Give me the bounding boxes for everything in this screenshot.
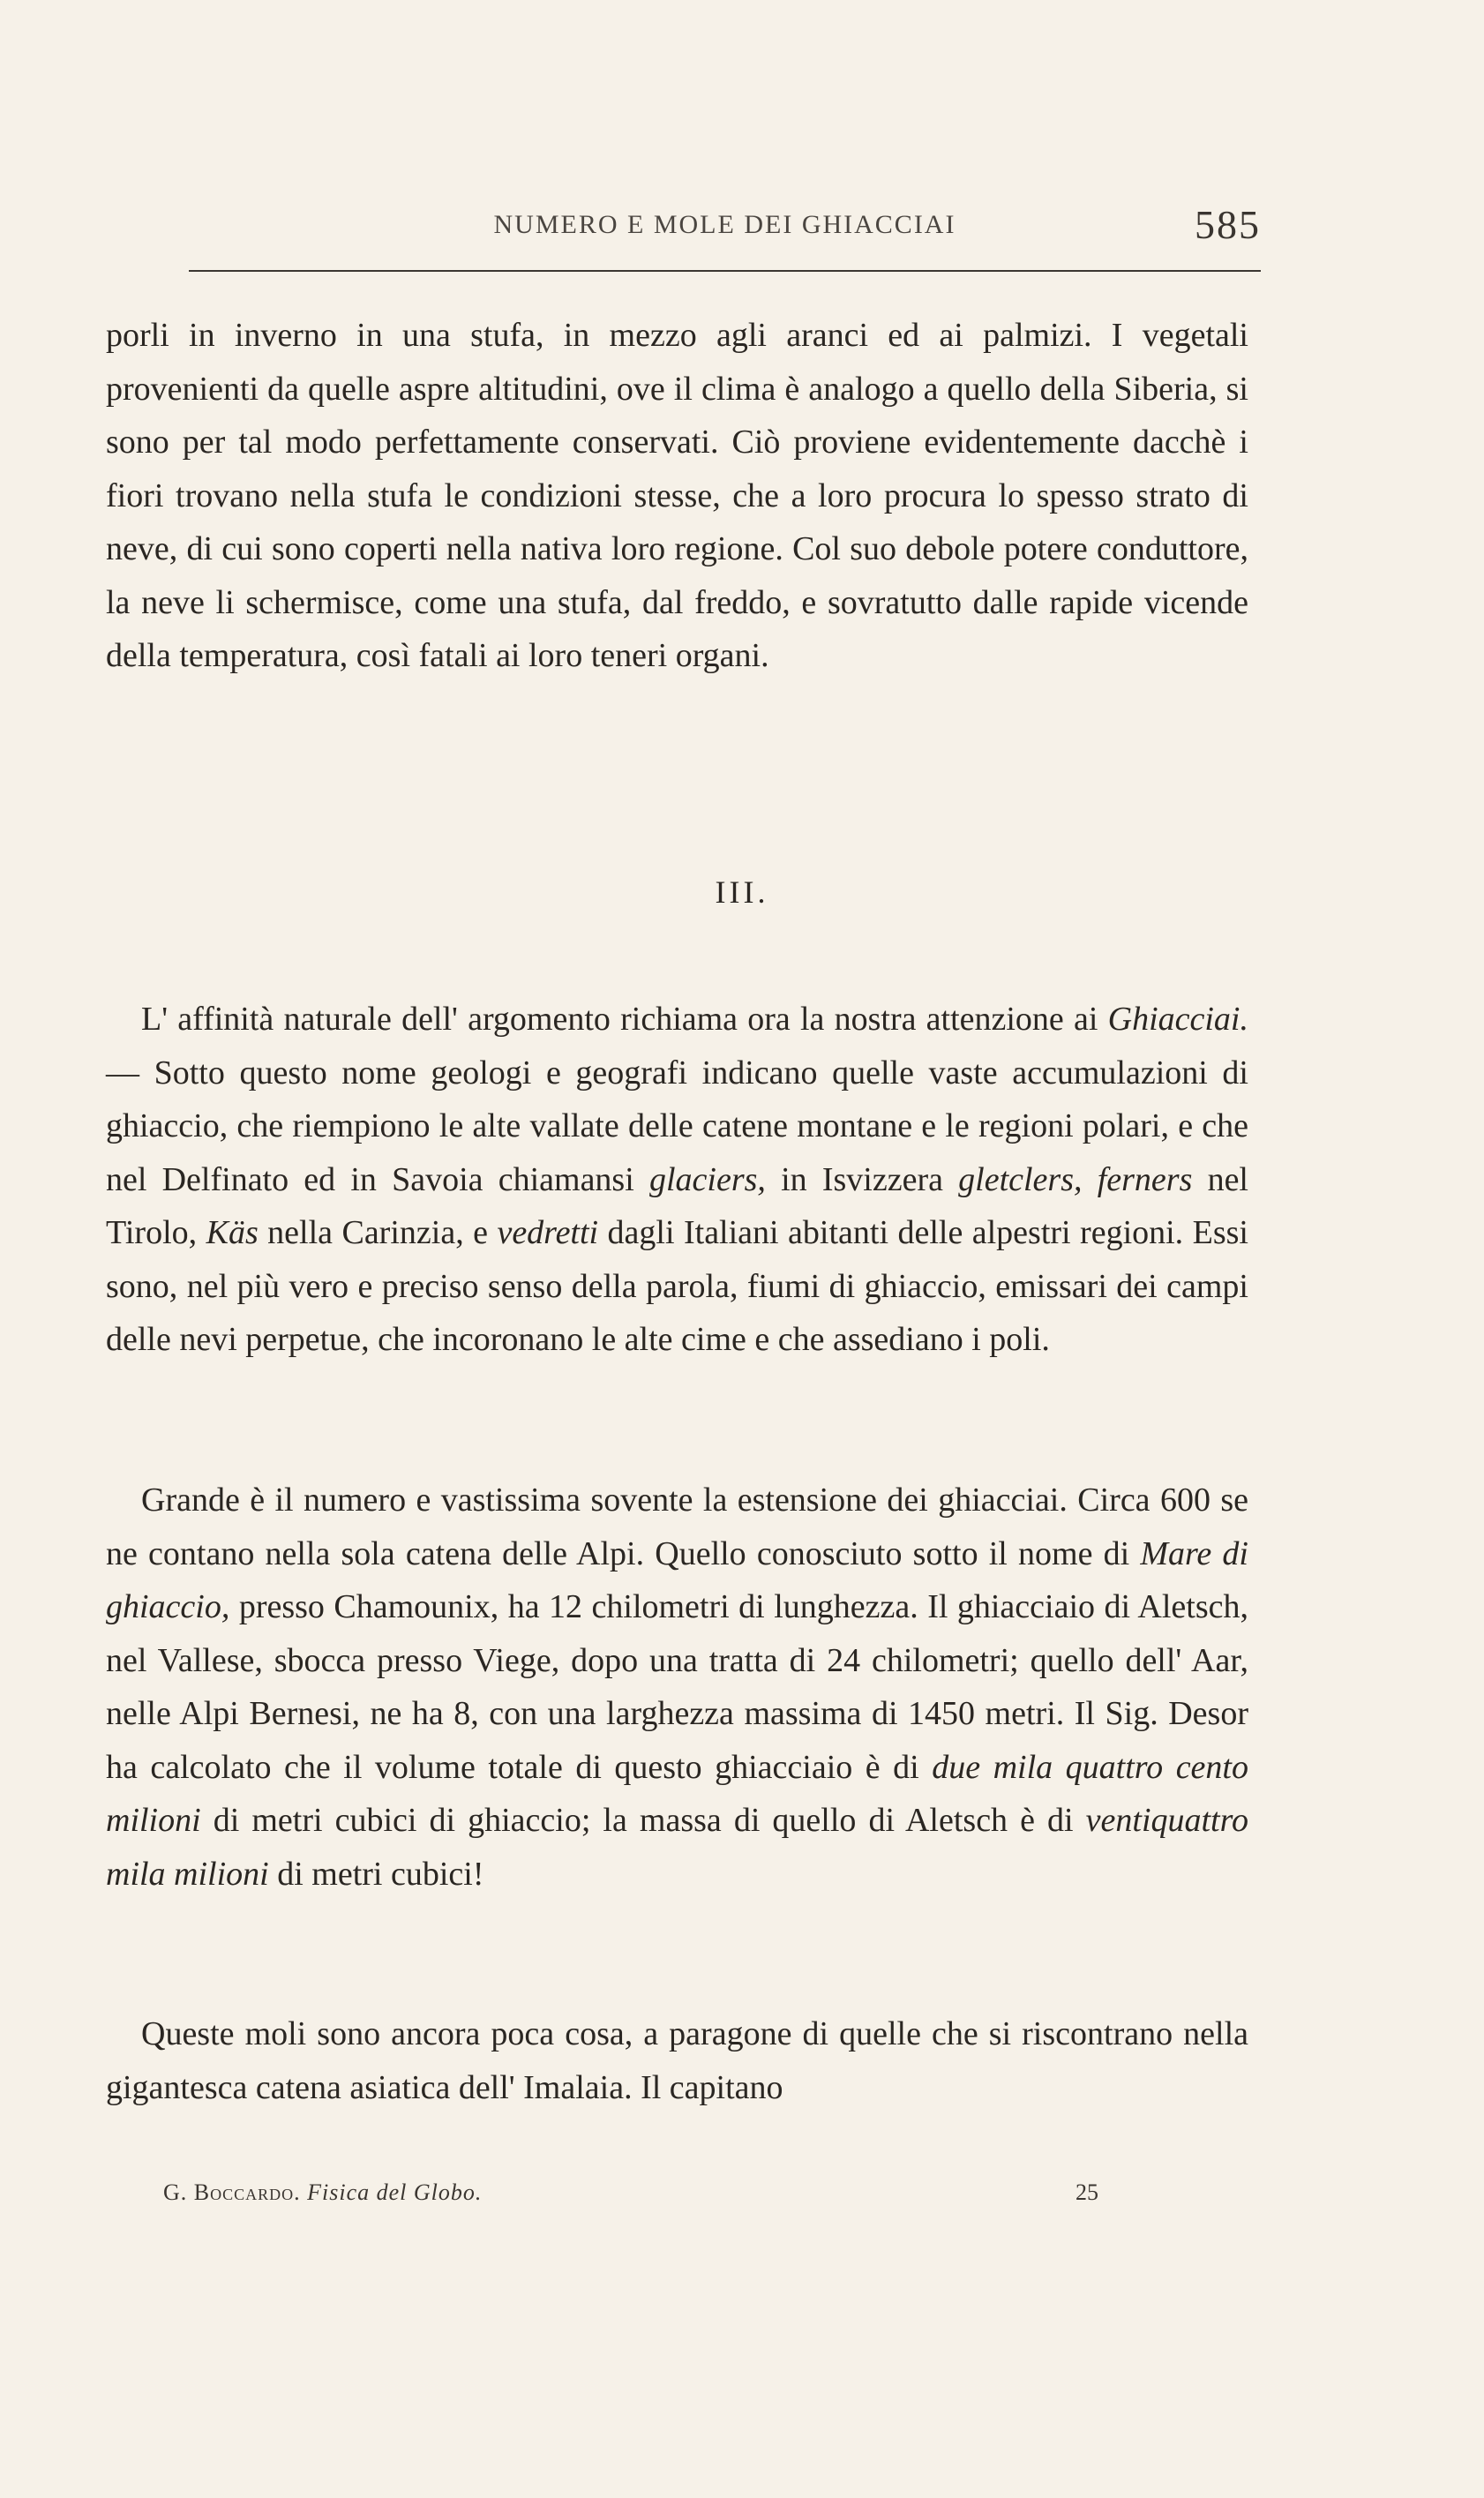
text-run: L' affinità naturale dell' argomento richiama ora la nostra attenzione ai <box>141 1001 1108 1038</box>
paragraph-text: porli in inverno in una stufa, in mezzo agli aranci ed ai palmizi. I vegetali provenienti da quelle aspre altitudini, ove il clima è analogo a quello della Siberia, si sono per tal modo perfettamente conservati. Ciò proviene evidentemente dacchè i fiori trovano nella stufa le condizioni stesse, che a loro procura lo spesso strato di neve, di cui sono coperti nella nativa loro regione. Col suo debole potere conduttore, la neve li schermisce, come una stufa, dal freddo, e sovratutto dalle rapide vicende della temperatura, così fatali ai loro teneri organi. <box>106 317 1248 674</box>
italic-term: Ghiacciai. <box>1107 1001 1248 1038</box>
header-rule <box>189 270 1261 272</box>
italic-term: Mare di ghiaccio, <box>106 1534 1248 1625</box>
italic-term: due mila quattro cento milioni <box>106 1748 1248 1839</box>
text-run: Grande è il numero e vastissima sovente la estensione dei ghiacciai. Circa 600 se ne contano nella sola catena delle Alpi. Quello conosciuto sotto il nome di <box>106 1482 1248 1572</box>
italic-term: gletclers, <box>958 1160 1083 1198</box>
footer-signature: 25 <box>1076 2179 1098 2205</box>
text-run: di metri cubici! <box>268 1855 484 1893</box>
text-run: dagli Italiani abitanti delle alpestri regioni. Essi sono, nel più vero e preciso senso della parola, fiumi di ghiaccio, emissari dei campi delle nevi perpetue, che incoronano le alte cime e che assediano i poli. <box>106 1214 1248 1358</box>
text-run: di metri cubici di ghiaccio; la massa di quello di Aletsch è di <box>200 1802 1086 1839</box>
paragraph-text: Queste moli sono ancora poca cosa, a paragone di quelle che si riscontrano nella gigantesca catena asiatica dell' Imalaia. Il capitano <box>106 2015 1248 2106</box>
page-number: 585 <box>1195 202 1261 247</box>
italic-term: Käs <box>206 1214 259 1251</box>
paragraph-glaciers-size <box>106 1474 1248 1901</box>
footer-author: G. Boccardo. <box>163 2179 301 2205</box>
paragraph-continuation <box>106 309 1248 683</box>
italic-term: ventiquattro mila milioni <box>106 1802 1248 1893</box>
running-head <box>189 198 1261 251</box>
paragraph-text <box>106 1474 1248 1901</box>
section-number: III. <box>715 874 769 910</box>
running-title: NUMERO E MOLE DEI GHIACCIAI <box>493 210 956 239</box>
text-run: in Isvizzera <box>765 1160 959 1198</box>
text-run: — Sotto questo nome geologi e geografi indicano quelle vaste accumulazioni di ghiaccio, che riempiono le alte vallate delle catene montane e le regioni polari, e che nel Delfinato ed in Savoia chiamansi <box>106 1054 1248 1198</box>
italic-term: glaciers, <box>648 1160 766 1198</box>
italic-term: ferners <box>1097 1160 1193 1198</box>
text-run: nella Carinzia, e <box>258 1214 498 1251</box>
paragraph-glaciers-definition <box>106 993 1248 1367</box>
paragraph-himalaya <box>106 2007 1248 2114</box>
italic-term: vedretti <box>497 1214 599 1251</box>
footer-credit <box>163 2179 482 2206</box>
text-run <box>1083 1161 1098 1198</box>
text-run: nel Tirolo, <box>106 1160 1248 1251</box>
paragraph-text <box>106 993 1248 1367</box>
footer-book-title: Fisica del Globo. <box>307 2179 483 2205</box>
text-run: presso Chamounix, ha 12 chilometri di lunghezza. Il ghiacciaio di Aletsch, nel Vallese, sbocca presso Viege, dopo una tratta di 24 chilometri; quello dell' Aar, nelle Alpi Bernesi, ne ha 8, con una larghezza massima di 1450 metri. Il Sig. Desor ha calcolato che il volume totale di questo ghiacciaio è di <box>106 1588 1248 1786</box>
